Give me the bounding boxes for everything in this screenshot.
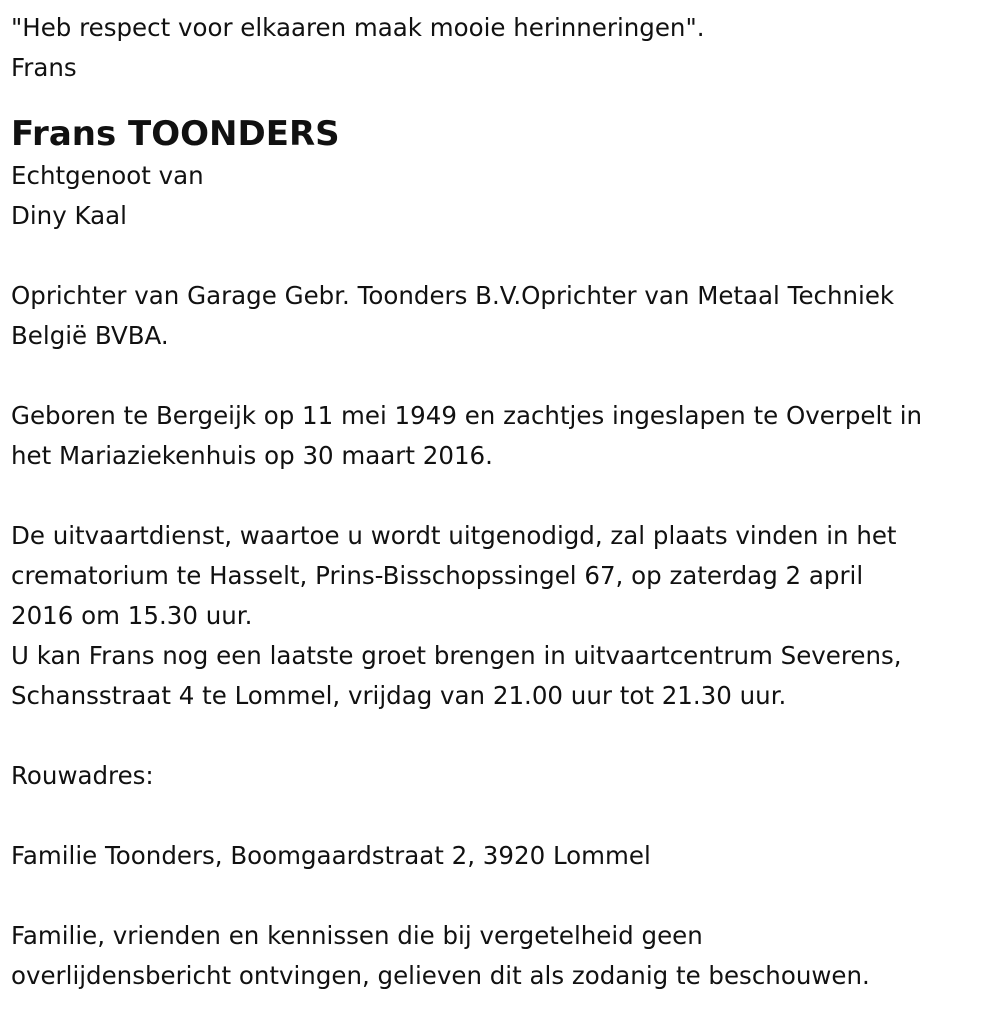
occupation-line-1: Oprichter van Garage Gebr. Toonders B.V.Oprichter van Metaal Techniek	[11, 281, 895, 310]
closing-line-1: Familie, vrienden en kennissen die bij vergetelheid geen	[11, 921, 703, 950]
relation-line-2: Diny Kaal	[11, 201, 127, 230]
funeral-line-3: 2016 om 15.30 uur.	[11, 601, 253, 630]
spacer	[11, 476, 988, 516]
birth-death-line-1: Geboren te Bergeijk op 11 mei 1949 en zachtjes ingeslapen te Overpelt in	[11, 401, 923, 430]
quote-text: "Heb respect voor elkaaren maak mooie herinneringen".	[11, 13, 705, 42]
funeral-line-5: Schansstraat 4 te Lommel, vrijdag van 21.00 uur tot 21.30 uur.	[11, 681, 787, 710]
closing-line-2: overlijdensbericht ontvingen, gelieven dit als zodanig te beschouwen.	[11, 961, 870, 990]
funeral-line-2: crematorium te Hasselt, Prins-Bisschopssingel 67, op zaterdag 2 april	[11, 561, 864, 590]
occupation-line-2: België BVBA.	[11, 321, 169, 350]
spacer	[11, 236, 988, 276]
relation-line-1: Echtgenoot van	[11, 161, 204, 190]
funeral-line-1: De uitvaartdienst, waartoe u wordt uitgenodigd, zal plaats vinden in het	[11, 521, 897, 550]
spacer	[11, 796, 988, 836]
spacer	[11, 716, 988, 756]
funeral-line-4: U kan Frans nog een laatste groet brengen in uitvaartcentrum Severens,	[11, 641, 902, 670]
spacer	[11, 876, 988, 916]
mourning-address: Familie Toonders, Boomgaardstraat 2, 3920 Lommel	[11, 841, 651, 870]
deceased-name: Frans TOONDERS	[11, 114, 340, 154]
birth-death-line-2: het Mariaziekenhuis op 30 maart 2016.	[11, 441, 493, 470]
mourning-address-label: Rouwadres:	[11, 761, 154, 790]
spacer	[11, 356, 988, 396]
quote-author: Frans	[11, 53, 77, 82]
